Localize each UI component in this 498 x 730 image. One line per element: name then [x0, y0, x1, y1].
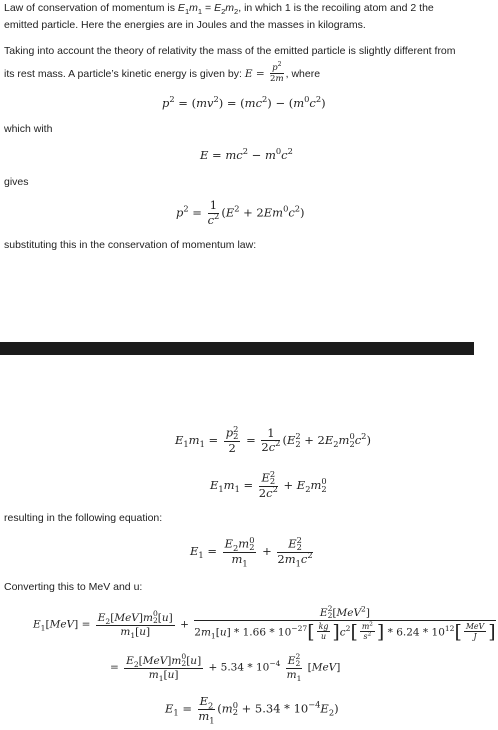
section-divider — [0, 342, 474, 355]
equation-mev-line-1: $E_1[MeV]$ = $E_2[MeV]m0$ 2[u] $m_1[u]$ + E2 2[MeV$^2$] $2m_1[u] * 1.66 * 10^{-27}$[ $\frac{kg}{u}$ ]$c^2$[ $\frac{m^2}{s^2}$ ] * $6.24 * 10^{12}$[ $\frac{\text{MeV}}{J}$ ] — [33, 604, 496, 643]
equation-momentum-relativistic: $p^2$ = $\frac{1}{c^2}$ $(E^2 + 2Em^0c^2)$ — [176, 198, 305, 227]
paragraph-relativity-line-1: Taking into account the theory of relativity the mass of the emitted particle is slightly different from — [4, 45, 456, 57]
equation-e1m1-expanded: $E_1m_1$ = p2 2 2 = $\frac{1}{2c^2}$ (E2 $2 + 2E_2m0$ $2c^2$) — [175, 424, 371, 455]
paragraph-conservation-line-1: Law of conservation of momentum is $E_1m_1 = E_2m_2$, in which 1 is the recoiling atom and 2 the — [4, 2, 434, 17]
paragraph-conservation-line-2: emitted particle. Here the energies are in Joules and the masses in kilograms. — [4, 19, 366, 31]
equation-e1m1-simplified: $E_1m_1$ = E2 2 $2c^2$ + $E_2m0$ 2 — [210, 469, 327, 500]
paragraph-relativity-line-2: its rest mass. A particle’s kinetic energy is given by: E = $\frac{p^2}{2m}$ , where — [4, 61, 321, 85]
label-gives: gives — [4, 176, 29, 188]
equation-final: $E_1$ = $\frac{E_2}{m_1}$ (m0 $2 + 5.34 * 10^{-4}E_2$) — [165, 694, 339, 726]
label-converting: Converting this to MeV and u: — [4, 581, 143, 593]
paragraph-substituting: substituting this in the conservation of momentum law: — [4, 239, 257, 251]
label-resulting: resulting in the following equation: — [4, 512, 163, 524]
equation-mev-line-2: = $E_2[MeV]m0$ 2[u] $m_1[u]$ + $5.34 * 10^{-4}$ E2 2 $m_1$ [MeV] — [110, 652, 341, 683]
equation-energy: $E = mc^2 - m^0c^2$ — [200, 146, 293, 162]
equation-e1: $E_1$ = $E_2m0$ 2 $m_1$ + E2 2 $2m_1c^2$ — [190, 535, 313, 569]
equation-momentum-squared: $p^2 = (mv^2) = (mc^2) - (m^0c^2)$ — [162, 94, 326, 110]
label-which-with: which with — [4, 123, 53, 135]
